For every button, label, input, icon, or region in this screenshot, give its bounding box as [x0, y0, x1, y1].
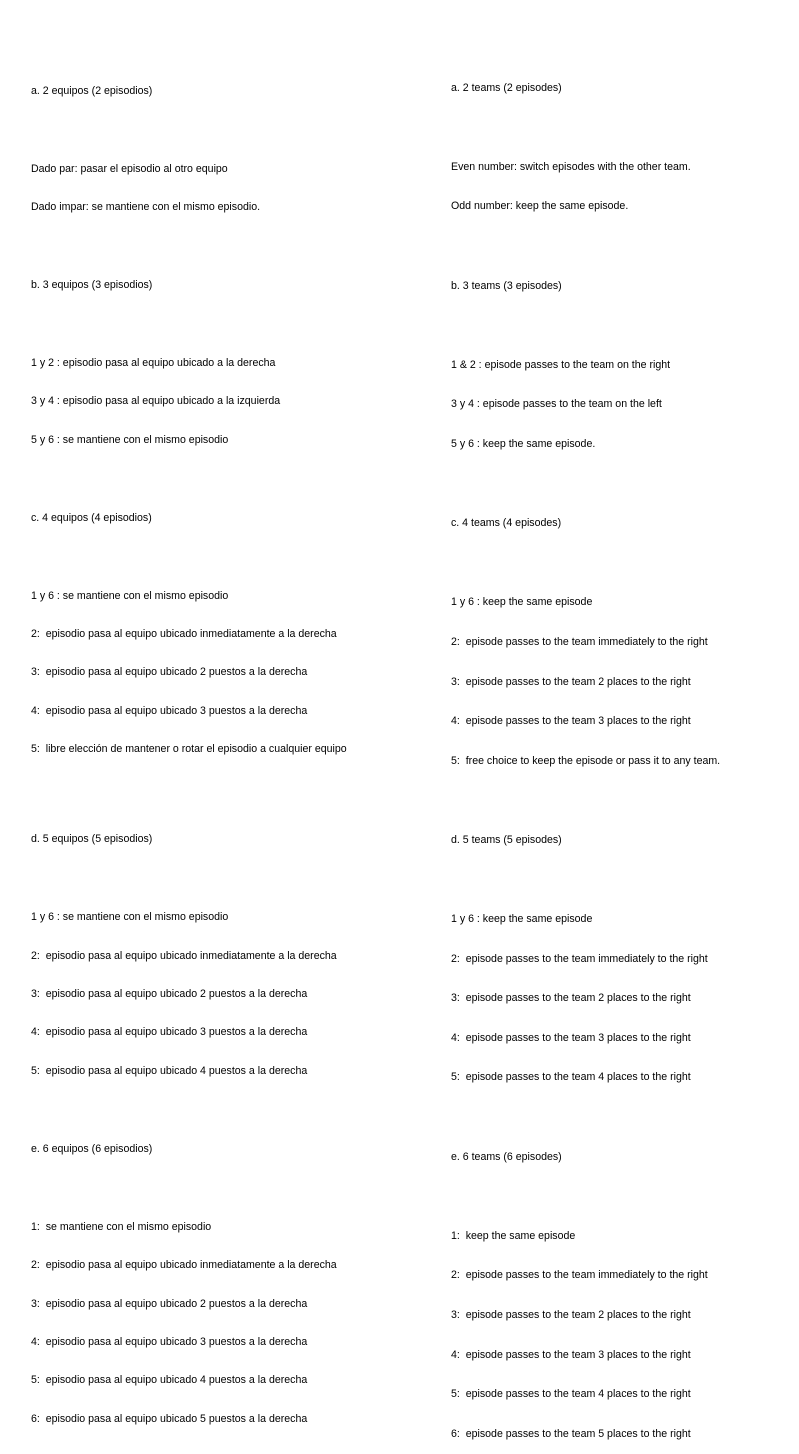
- section-d-line: 5: episode passes to the team 4 places to the right: [451, 1071, 691, 1084]
- section-b-heading: b. 3 teams (3 episodes): [451, 279, 562, 292]
- section-d-line: 4: episode passes to the team 3 places to the right: [451, 1031, 691, 1044]
- english-column: [451, 55, 720, 1454]
- section-e-line: 6: episode passes to the team 5 places to the right: [451, 1427, 691, 1440]
- section-e-line: 2: episodio pasa al equipo ubicado inmediatamente a la derecha: [31, 1259, 337, 1272]
- section-e-line: 3: episode passes to the team 2 places to the right: [451, 1309, 691, 1321]
- section-c-line: 3: episode passes to the team 2 places to the right: [451, 675, 691, 688]
- section-d-line: 3: episode passes to the team 2 places to the right: [451, 992, 691, 1005]
- section-e-line: 3: episodio pasa al equipo ubicado 2 puestos a la derecha: [31, 1297, 308, 1310]
- section-c-heading: c. 4 equipos (4 episodios): [31, 511, 152, 524]
- section-d-line: 5: episodio pasa al equipo ubicado 4 puestos a la derecha: [31, 1064, 308, 1077]
- section-c-line: 4: episodio pasa al equipo ubicado 3 puestos a la derecha: [31, 704, 308, 717]
- section-c-line: 5: libre elección de mantener o rotar el episodio a cualquier equipo: [31, 743, 347, 756]
- section-d-heading: d. 5 equipos (5 episodios): [31, 833, 153, 846]
- section-e-line: 5: episode passes to the team 4 places to the right: [451, 1388, 691, 1401]
- section-d-line: 3: episodio pasa al equipo ubicado 2 puestos a la derecha: [31, 988, 308, 1000]
- section-a-heading: a. 2 equipos (2 episodios): [31, 84, 153, 97]
- section-c-line: 1 y 6 : se mantiene con el mismo episodio: [31, 589, 229, 602]
- section-c-line: 5: free choice to keep the episode or pass it to any team.: [451, 754, 721, 767]
- section-e-heading: e. 6 equipos (6 episodios): [31, 1142, 153, 1155]
- section-c-line: 2: episodio pasa al equipo ubicado inmediatamente a la derecha: [31, 628, 337, 641]
- section-b-line: 3 y 4 : episode passes to the team on the left: [451, 398, 662, 411]
- section-b-line: 1 y 2 : episodio pasa al equipo ubicado a la derecha: [31, 356, 276, 369]
- section-e-line: 5: episodio pasa al equipo ubicado 4 puestos a la derecha: [31, 1374, 308, 1387]
- section-a-line: Odd number: keep the same episode.: [451, 200, 629, 213]
- section-b-line: 1 & 2 : episode passes to the team on the right: [451, 358, 671, 371]
- section-a-line: Dado par: pasar el episodio al otro equipo: [31, 162, 228, 175]
- section-a-line: Dado impar: se mantiene con el mismo episodio.: [31, 200, 261, 213]
- section-d-line: 4: episodio pasa al equipo ubicado 3 puestos a la derecha: [31, 1026, 308, 1039]
- section-a-line: Even number: switch episodes with the other team.: [451, 160, 691, 173]
- section-e-line: 6: episodio pasa al equipo ubicado 5 puestos a la derecha: [31, 1412, 308, 1425]
- section-c-heading: c. 4 teams (4 episodes): [451, 517, 562, 530]
- section-b-line: 3 y 4 : episodio pasa al equipo ubicado a la izquierda: [31, 395, 281, 408]
- section-d-line: 2: episode passes to the team immediately to the right: [451, 952, 708, 965]
- spanish-column: [31, 59, 347, 1438]
- section-b-line: 5 y 6 : keep the same episode.: [451, 437, 596, 450]
- section-e-line: 1: keep the same episode: [451, 1229, 576, 1242]
- section-d-line: 1 y 6 : se mantiene con el mismo episodio: [31, 911, 229, 924]
- section-b-line: 5 y 6 : se mantiene con el mismo episodio: [31, 433, 229, 446]
- section-e-line: 1: se mantiene con el mismo episodio: [31, 1220, 212, 1233]
- section-c-line: 1 y 6 : keep the same episode: [451, 596, 593, 609]
- section-c-line: 4: episode passes to the team 3 places to the right: [451, 715, 691, 728]
- section-c-line: 3: episodio pasa al equipo ubicado 2 puestos a la derecha: [31, 666, 308, 679]
- section-b-heading: b. 3 equipos (3 episodios): [31, 278, 153, 291]
- section-e-heading: e. 6 teams (6 episodes): [451, 1150, 562, 1163]
- section-c-line: 2: episode passes to the team immediately to the right: [451, 635, 708, 648]
- section-e-line: 4: episodio pasa al equipo ubicado 3 puestos a la derecha: [31, 1335, 308, 1348]
- section-e-line: 4: episode passes to the team 3 places to the right: [451, 1348, 691, 1361]
- section-a-heading: a. 2 teams (2 episodes): [451, 81, 562, 94]
- section-d-line: 2: episodio pasa al equipo ubicado inmediatamente a la derecha: [31, 949, 337, 962]
- section-d-line: 1 y 6 : keep the same episode: [451, 913, 593, 926]
- section-d-heading: d. 5 teams (5 episodes): [451, 833, 562, 846]
- section-e-line: 2: episode passes to the team immediately to the right: [451, 1269, 708, 1282]
